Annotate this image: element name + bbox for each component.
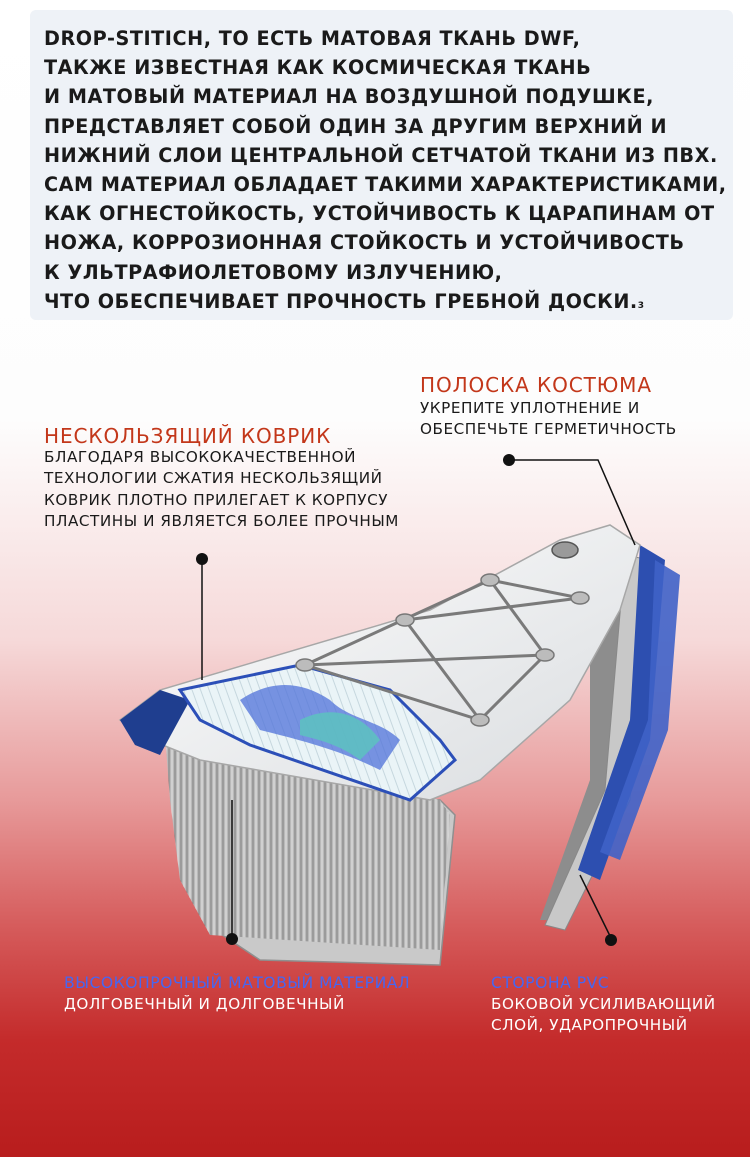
non-slip-mat-title: НЕСКОЛЬЗЯЩИЙ КОВРИК	[44, 424, 332, 448]
intro-line: К УЛЬТРАФИОЛЕТОВОМУ ИЗЛУЧЕНИЮ,	[44, 260, 503, 284]
intro-line: НОЖА, КОРРОЗИОННАЯ СТОЙКОСТЬ И УСТОЙЧИВОСТЬ	[44, 231, 685, 255]
leader-dot-non-slip-mat	[196, 553, 208, 565]
pvc-side-desc	[491, 994, 716, 1037]
desc-line: БОКОВОЙ УСИЛИВАЮЩИЙ	[491, 995, 716, 1013]
intro-line: DROP-STITICH, ТО ЕСТЬ МАТОВАЯ ТКАНЬ DWF,	[44, 27, 581, 50]
intro-card	[30, 10, 733, 320]
non-slip-mat-desc	[44, 447, 399, 533]
leader-dot-suit-strip	[503, 454, 515, 466]
drop-stitch-title: ВЫСОКОПРОЧНЫЙ МАТОВЫЙ МАТЕРИАЛ	[64, 974, 411, 992]
intro-line: КАК ОГНЕСТОЙКОСТЬ, УСТОЙЧИВОСТЬ К ЦАРАПИНАМ ОТ	[44, 202, 715, 226]
desc-line: ДОЛГОВЕЧНЫЙ И ДОЛГОВЕЧНЫЙ	[64, 995, 345, 1013]
desc-line: СЛОЙ, УДАРОПРОЧНЫЙ	[491, 1016, 688, 1035]
desc-line: ОБЕСПЕЧЬТЕ ГЕРМЕТИЧНОСТЬ	[420, 420, 677, 439]
desc-line: ТЕХНОЛОГИИ СЖАТИЯ НЕСКОЛЬЗЯЩИЙ	[44, 469, 383, 488]
intro-line: САМ МАТЕРИАЛ ОБЛАДАЕТ ТАКИМИ ХАРАКТЕРИСТИКАМИ,	[44, 173, 727, 197]
desc-line: КОВРИК ПЛОТНО ПРИЛЕГАЕТ К КОРПУСУ	[44, 490, 389, 509]
intro-line: И МАТОВЫЙ МАТЕРИАЛ НА ВОЗДУШНОЙ ПОДУШКЕ,	[44, 85, 654, 109]
intro-line: ТАКЖЕ ИЗВЕСТНАЯ КАК КОСМИЧЕСКАЯ ТКАНЬ	[44, 56, 592, 80]
leader-dot-pvc-side	[605, 934, 617, 946]
intro-line: НИЖНИЙ СЛОИ ЦЕНТРАЛЬНОЙ СЕТЧАТОЙ ТКАНИ ИЗ ПВХ.	[44, 143, 718, 167]
desc-line: ПЛАСТИНЫ И ЯВЛЯЕТСЯ БОЛЕЕ ПРОЧНЫМ	[44, 512, 399, 531]
intro-line: ПРЕДСТАВЛЯЕТ СОБОЙ ОДИН ЗА ДРУГИМ ВЕРХНИЙ И	[44, 114, 668, 138]
intro-line-last	[44, 287, 723, 321]
valve	[552, 542, 578, 558]
desc-line: БЛАГОДАРЯ ВЫСОКОКАЧЕСТВЕННОЙ	[44, 448, 356, 466]
leader-dot-drop-stitch	[226, 933, 238, 945]
suit-strip-title: ПОЛОСКА КОСТЮМА	[420, 373, 652, 397]
intro-line-text: ЧТО ОБЕСПЕЧИВАЕТ ПРОЧНОСТЬ ГРЕБНОЙ ДОСКИ.	[44, 289, 638, 313]
pvc-side-title: СТОРОНА PVC	[491, 974, 610, 992]
footnote-mark: 3	[637, 300, 645, 311]
suit-strip-desc	[420, 398, 677, 441]
drop-stitch-desc	[64, 994, 345, 1015]
desc-line: УКРЕПИТЕ УПЛОТНЕНИЕ И	[420, 399, 640, 417]
